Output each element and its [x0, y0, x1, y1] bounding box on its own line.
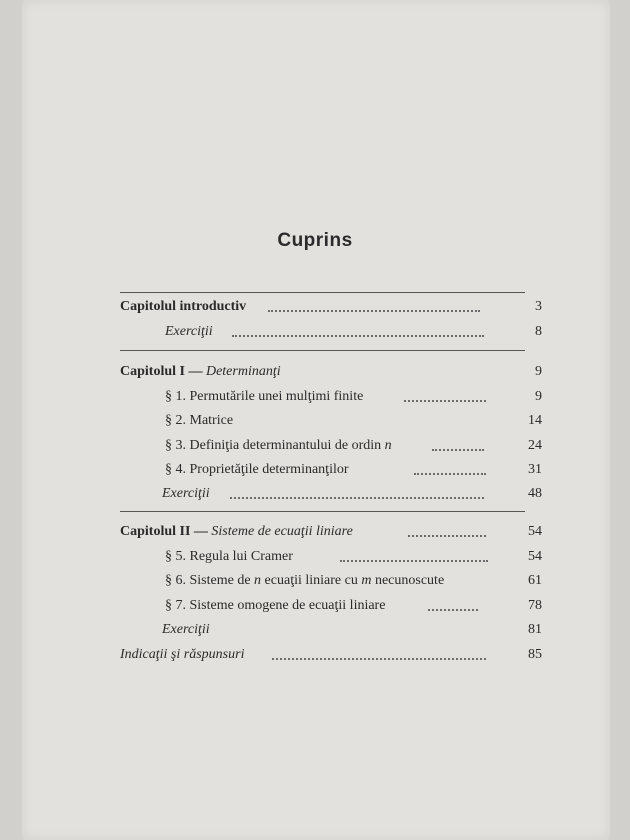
toc-page: 78 [528, 598, 542, 613]
toc-page: 14 [528, 413, 542, 428]
toc-label: Capitolul I — Determinanţi [120, 362, 284, 382]
toc-label: § 3. Definiţia determinantului de ordin n [165, 436, 395, 456]
toc-entry-exercises-1 [0, 484, 630, 504]
toc-entry-section-3 [0, 436, 630, 456]
leader-dots [414, 473, 486, 475]
toc-label: Exerciţii [162, 484, 213, 504]
divider [120, 511, 525, 512]
toc-entry-intro [0, 297, 630, 317]
toc-page: 81 [528, 622, 542, 637]
toc-label: § 7. Sisteme omogene de ecuaţii liniare [165, 596, 388, 616]
toc-entry-section-7 [0, 596, 630, 616]
divider [120, 350, 525, 351]
toc-entry-section-6 [0, 571, 630, 591]
toc-entry-section-4 [0, 460, 630, 480]
toc-label: Capitolul II — Sisteme de ecuaţii liniare [120, 522, 356, 542]
toc-label: Exerciţii [165, 322, 216, 342]
toc-label: § 6. Sisteme de n ecuaţii liniare cu m necunoscute [165, 571, 447, 591]
toc-label: Exerciţii [162, 620, 213, 640]
toc-page-row [0, 362, 630, 382]
toc-entry-section-2 [0, 411, 630, 431]
toc-page: 54 [528, 524, 542, 539]
toc-entry-answers [0, 645, 630, 665]
leader-dots [230, 497, 484, 499]
divider-top [120, 292, 525, 293]
toc-page: 3 [535, 299, 542, 314]
page-title: Cuprins [277, 230, 353, 251]
toc-page: 24 [528, 438, 542, 453]
toc-entry-chapter-2 [0, 522, 630, 542]
toc-page: 54 [528, 549, 542, 564]
toc-page: 9 [535, 389, 542, 404]
leader-dots [404, 400, 486, 402]
toc-page: 48 [528, 486, 542, 501]
leader-dots [268, 310, 480, 312]
toc-label: § 1. Permutările unei mulţimi finite [165, 387, 366, 407]
toc-label: § 5. Regula lui Cramer [165, 547, 296, 567]
toc-label: Capitolul introductiv [120, 297, 249, 317]
toc-label: § 4. Proprietăţile determinanţilor [165, 460, 352, 480]
leader-dots [408, 535, 486, 537]
toc-label: Indicaţii şi răspunsuri [120, 645, 247, 665]
leader-dots [340, 560, 488, 562]
toc-page: 31 [528, 462, 542, 477]
toc-entry-section-1 [0, 387, 630, 407]
toc-label: § 2. Matrice [165, 411, 236, 431]
leader-dots [432, 449, 484, 451]
toc-entry-exercises-2 [0, 620, 630, 640]
toc-page: 9 [535, 364, 542, 379]
leader-dots [232, 335, 484, 337]
toc-page: 61 [528, 573, 542, 588]
toc-page: 8 [535, 324, 542, 339]
toc-page: 85 [528, 647, 542, 662]
toc-entry-section-5 [0, 547, 630, 567]
leader-dots [272, 658, 486, 660]
leader-dots [428, 609, 478, 611]
toc-entry-exercises-intro [0, 322, 630, 342]
